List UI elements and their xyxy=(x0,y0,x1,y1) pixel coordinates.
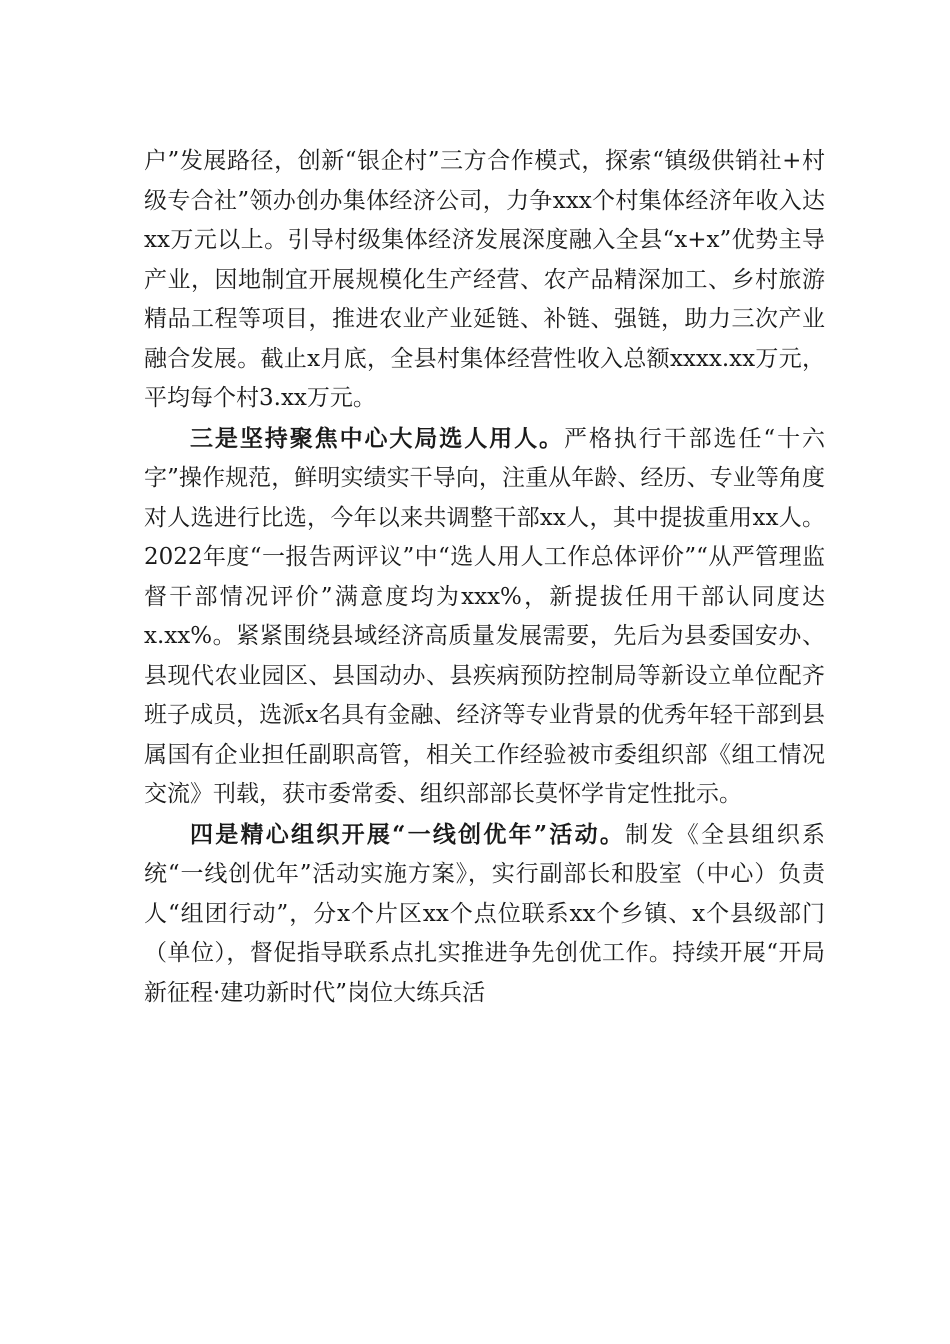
document-body xyxy=(144,142,825,1013)
paragraph-text: 制发《全县组织系统“一线创优年”活动实施方案》，实行副部长和股室（中心）负责人“组团行动”，分x个片区xx个点位联系xx个乡镇、x个县级部门（单位），督促指导联系点扎实推进争先创优工作。持续开展“开局新征程·建功新时代”岗位大练兵活 xyxy=(144,821,826,1006)
paragraph-text: 严格执行干部选任“十六字”操作规范，鲜明实绩实干导向，注重从年龄、经历、专业等角度对人选进行比选，今年以来共调整干部xx人，其中提拔重用xx人。2022年度“一报告两评议”中“选人用人工作总体评价”“从严管理监督干部情况评价”满意度均为xxx%，新提拔任用干部认同度达x.xx%。紧紧围绕县域经济高质量发展需要，先后为县委国安办、县现代农业园区、县国动办、县疾病预防控制局等新设立单位配齐班子成员，选派x名具有金融、经济等专业背景的优秀年轻干部到县属国有企业担任副职高管，相关工作经验被市委组织部《组工情况交流》刊载，获市委常委、组织部部长莫怀学肯定性批示。 xyxy=(144,425,826,807)
paragraph-continuation xyxy=(144,142,825,419)
paragraph-section-three xyxy=(144,419,825,815)
paragraph-lead-heading: 四是精心组织开展“一线创优年”活动。 xyxy=(190,820,626,848)
paragraph-text: 户”发展路径，创新“银企村”三方合作模式，探索“镇级供销社+村级专合社”领办创办集体经济公司，力争xxx个村集体经济年收入达xx万元以上。引导村级集体经济发展深度融入全县“x+x”优势主导产业，因地制宜开展规模化生产经营、农产品精深加工、乡村旅游精品工程等项目，推进农业产业延链、补链、强链，助力三次产业融合发展。截止x月底，全县村集体经营性收入总额xxxx.xx万元，平均每个村3.xx万元。 xyxy=(144,148,825,411)
paragraph-lead-heading: 三是坚持聚焦中心大局选人用人。 xyxy=(190,424,564,452)
paragraph-section-four xyxy=(144,815,825,1014)
